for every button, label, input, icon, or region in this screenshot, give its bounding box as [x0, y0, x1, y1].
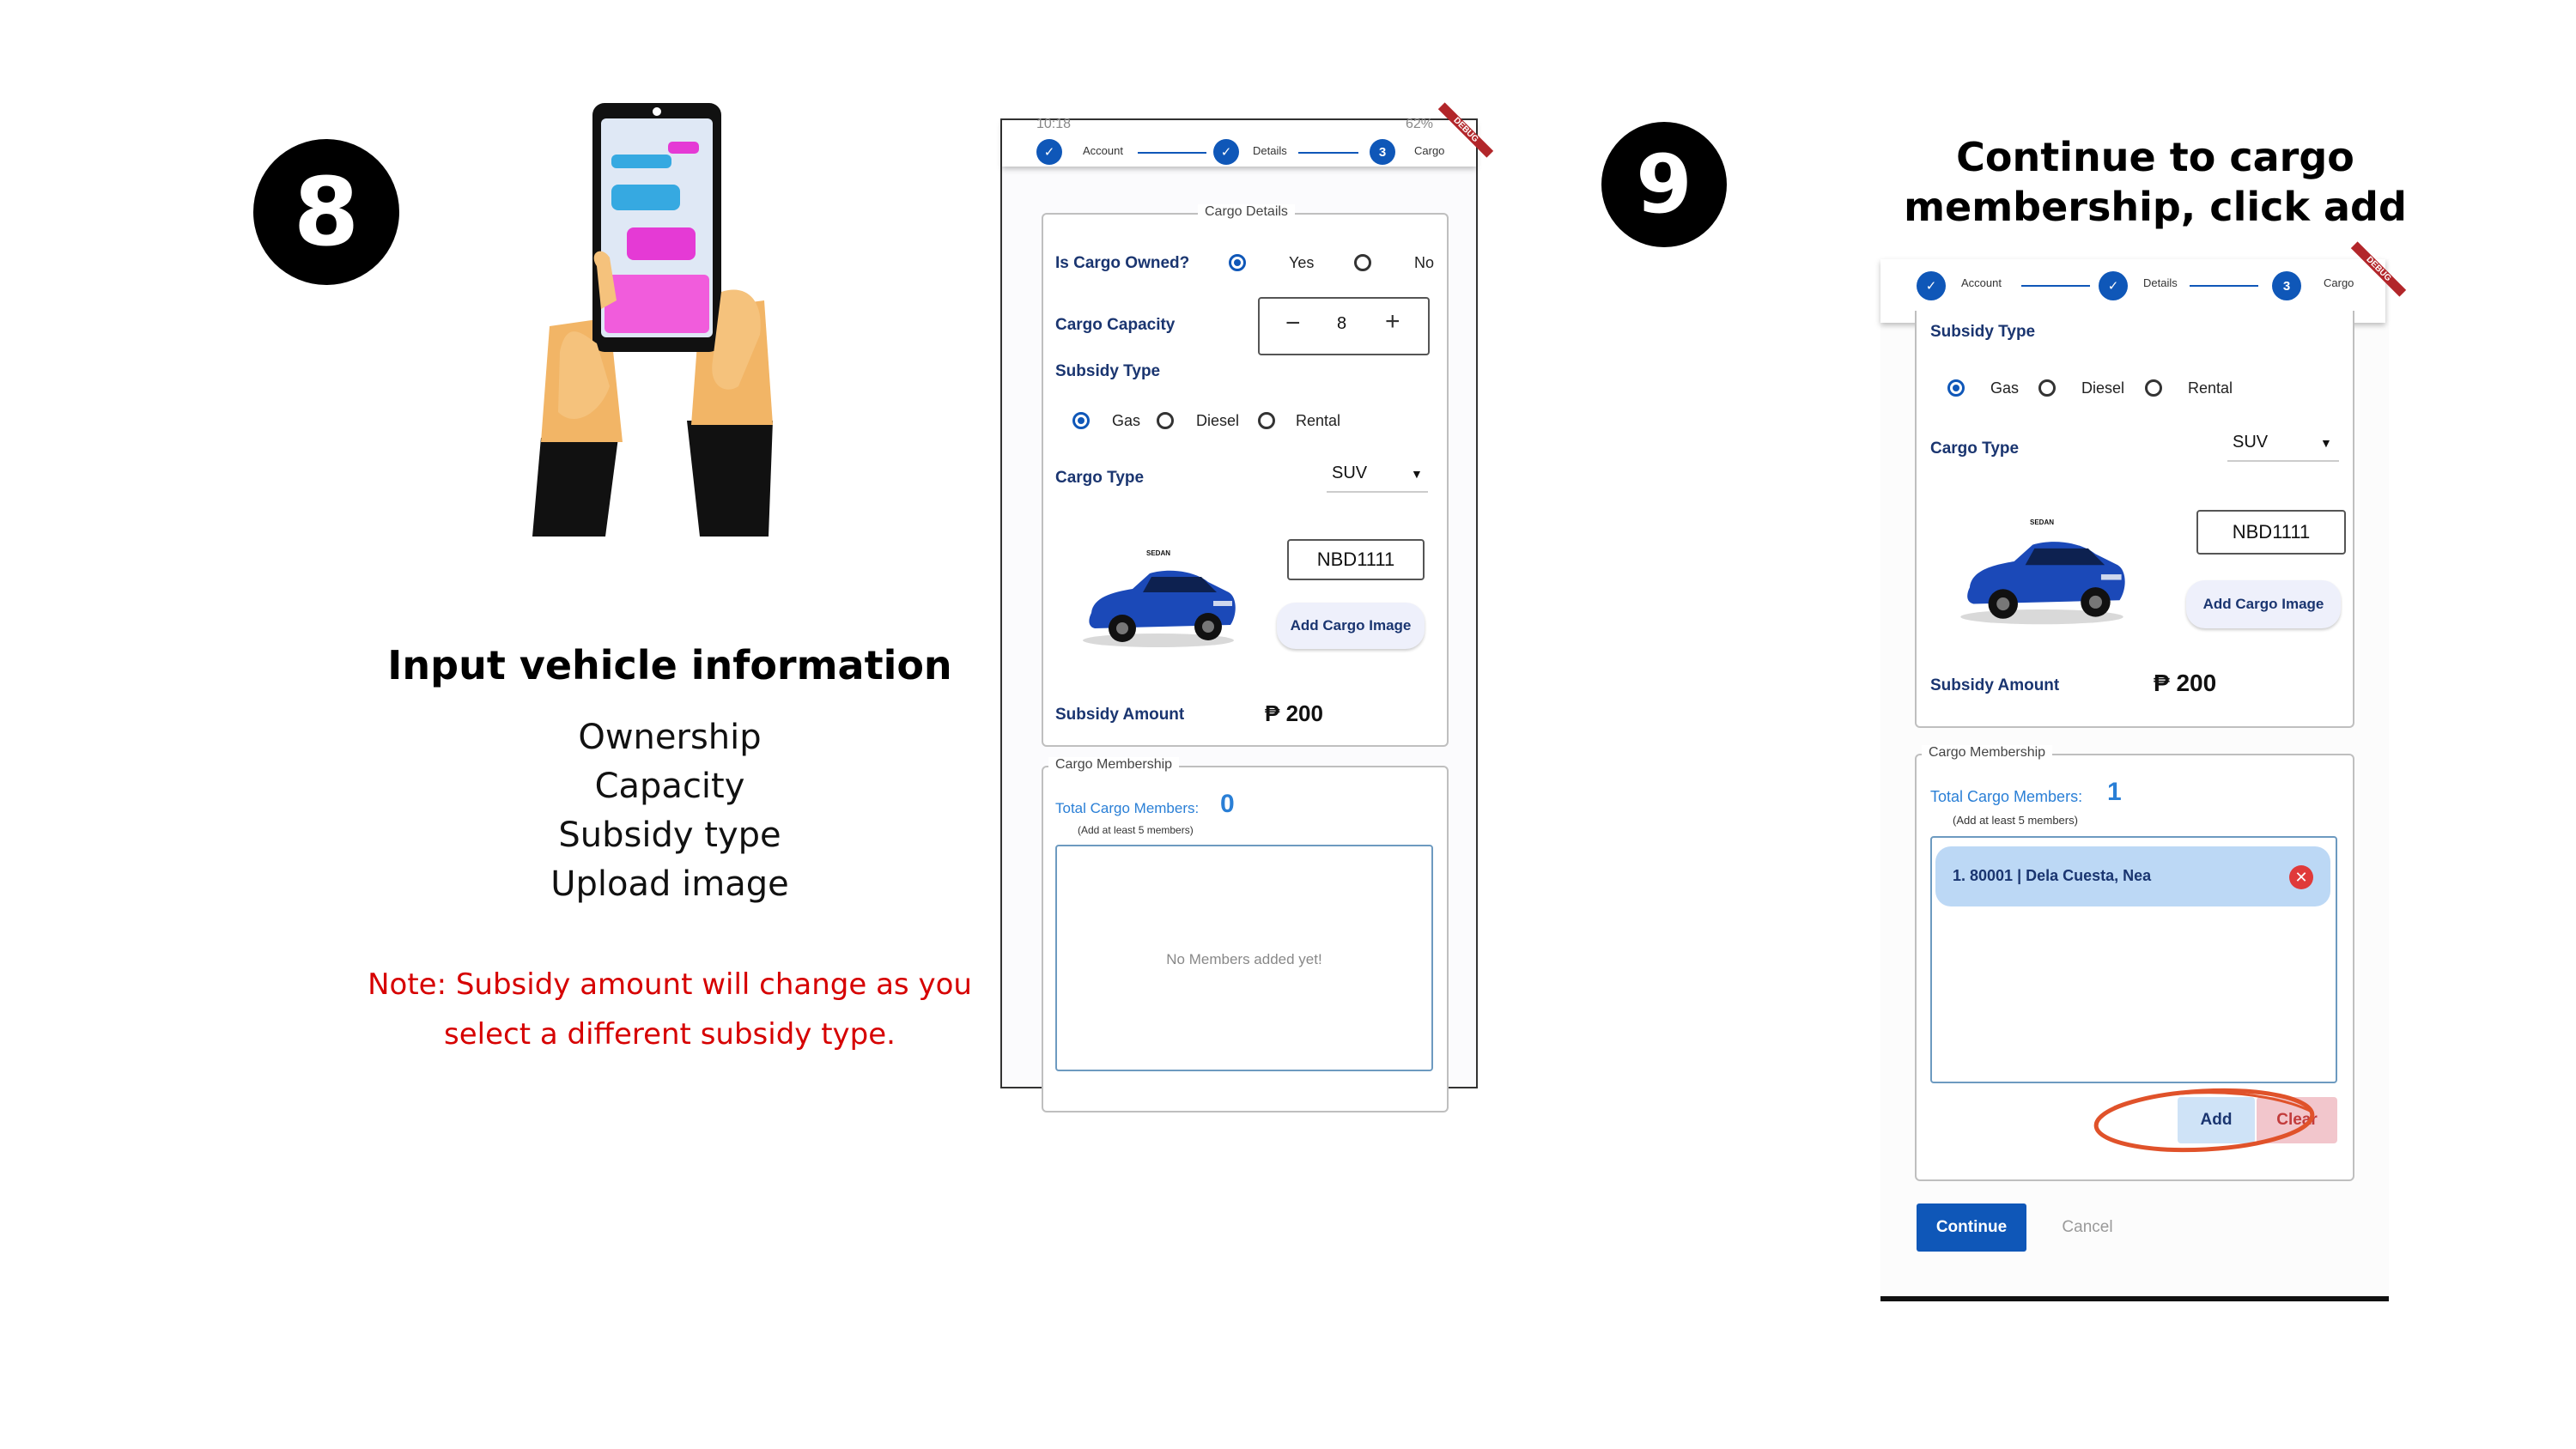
chevron-down-icon: ▼	[2320, 436, 2332, 450]
step-connector	[1298, 152, 1358, 154]
subsidy-rental-label: Rental	[2188, 379, 2233, 397]
step-cargo-number[interactable]: 3	[2272, 271, 2301, 300]
subsidy-amount-value: ₱ 200	[1265, 700, 1323, 726]
clear-button[interactable]: Clear	[2257, 1097, 2337, 1143]
owned-no-label: No	[1414, 254, 1435, 271]
subsidy-gas-label: Gas	[1990, 379, 2020, 397]
subsidy-gas-radio[interactable]	[1947, 379, 1965, 397]
car-tag: SEDAN	[2030, 518, 2055, 526]
cargo-type-dropdown[interactable]	[1327, 460, 1428, 493]
total-members-label: Total Cargo Members:	[1930, 788, 2083, 805]
members-list[interactable]	[1930, 836, 2337, 1083]
subsidy-rental-radio[interactable]	[2145, 379, 2162, 397]
cargo-type-dropdown[interactable]	[2227, 426, 2339, 462]
step-connector	[1138, 152, 1206, 154]
step-9-number: 9	[1636, 137, 1692, 232]
subsidy-amount-value: ₱ 200	[2154, 670, 2217, 696]
member-item-text: 1. 80001 | Dela Cuesta, Nea	[1953, 867, 2152, 884]
step-label: Details	[2143, 276, 2178, 289]
subsidy-rental-label: Rental	[1296, 412, 1341, 429]
members-hint: (Add at least 5 members)	[1078, 824, 1194, 836]
owned-no-radio[interactable]	[1354, 254, 1371, 271]
list-item: Capacity	[594, 767, 745, 806]
step-8-badge	[253, 139, 399, 285]
plate-number-field[interactable]: NBD1111	[1287, 539, 1425, 580]
step-8-note	[326, 960, 1013, 1059]
plate-number-field[interactable]: NBD1111	[2196, 510, 2346, 555]
cancel-button[interactable]: Cancel	[2062, 1218, 2113, 1236]
cargo-type-label: Cargo Type	[1930, 440, 2020, 458]
step-account-check-icon[interactable]: ✓	[1036, 139, 1062, 165]
subsidy-diesel-label: Diesel	[2081, 379, 2125, 397]
capacity-value: 8	[1337, 314, 1347, 333]
step-connector	[2190, 285, 2258, 287]
cargo-type-value: SUV	[1332, 464, 1368, 482]
section-legend: Cargo Membership	[1922, 745, 2052, 761]
remove-member-icon[interactable]: ✕	[2289, 865, 2313, 889]
members-list[interactable]	[1055, 845, 1433, 1071]
list-item: Subsidy type	[558, 815, 781, 855]
list-item: Ownership	[578, 718, 762, 757]
is-cargo-owned-label: Is Cargo Owned?	[1055, 254, 1190, 272]
highlight-circle	[2088, 1082, 2329, 1159]
subsidy-amount-label: Subsidy Amount	[1055, 706, 1185, 724]
stepper-header	[1002, 115, 1480, 167]
subsidy-gas-label: Gas	[1112, 412, 1141, 429]
cargo-image	[1072, 544, 1244, 656]
step-details-check-icon[interactable]: ✓	[1213, 139, 1239, 165]
list-item: Upload image	[550, 864, 789, 904]
empty-members-text: No Members added yet!	[1166, 951, 1322, 967]
capacity-stepper[interactable]	[1258, 297, 1430, 355]
cargo-capacity-label: Cargo Capacity	[1055, 316, 1176, 334]
continue-button[interactable]: Continue	[1917, 1203, 2026, 1252]
subsidy-rental-radio[interactable]	[1258, 412, 1275, 429]
cargo-type-value: SUV	[2233, 433, 2269, 452]
owned-yes-label: Yes	[1289, 254, 1315, 271]
note-line: Note: Subsidy amount will change as you	[368, 967, 972, 1002]
add-cargo-image-button[interactable]: Add Cargo Image	[1277, 603, 1425, 649]
heading-line: membership, click add	[1904, 184, 2407, 230]
add-cargo-image-button[interactable]: Add Cargo Image	[2186, 580, 2341, 628]
cargo-details-section	[1915, 311, 2354, 728]
subsidy-type-label: Subsidy Type	[1055, 362, 1161, 380]
list-item[interactable]	[1935, 846, 2330, 906]
note-line: select a different subsidy type.	[444, 1017, 896, 1052]
total-members-value: 0	[1220, 790, 1235, 818]
debug-ribbon: DEBUG	[2351, 241, 2406, 296]
subsidy-amount-label: Subsidy Amount	[1930, 676, 2060, 694]
step-label: Account	[1961, 276, 2002, 289]
status-time: 10:18	[1036, 117, 1072, 131]
step-8-list	[447, 718, 893, 913]
step-details-check-icon[interactable]: ✓	[2099, 271, 2128, 300]
subsidy-diesel-label: Diesel	[1196, 412, 1240, 429]
step-label: Cargo	[1414, 144, 1445, 157]
car-icon	[1947, 513, 2136, 634]
total-members-value: 1	[2107, 778, 2122, 806]
step-9-badge	[1601, 122, 1727, 247]
total-members-label: Total Cargo Members:	[1055, 800, 1200, 816]
cargo-membership-section	[1915, 745, 2354, 1181]
minus-icon[interactable]: −	[1285, 309, 1301, 337]
step-label: Details	[1253, 144, 1287, 157]
subsidy-diesel-radio[interactable]	[2038, 379, 2056, 397]
subsidy-type-label: Subsidy Type	[1930, 323, 2036, 341]
members-hint: (Add at least 5 members)	[1953, 814, 2078, 827]
cargo-type-label: Cargo Type	[1055, 469, 1145, 487]
phone-illustration	[515, 103, 790, 541]
debug-ribbon: DEBUG	[1438, 102, 1493, 157]
car-tag: SEDAN	[1146, 549, 1171, 557]
chevron-down-icon: ▼	[1411, 467, 1423, 481]
owned-yes-radio[interactable]	[1229, 254, 1246, 271]
step-account-check-icon[interactable]: ✓	[1917, 271, 1946, 300]
subsidy-diesel-radio[interactable]	[1157, 412, 1174, 429]
step-9-heading	[1889, 132, 2421, 232]
screenshot-cargo-details	[1000, 115, 1480, 1088]
step-label: Cargo	[2324, 276, 2354, 289]
cargo-details-section	[1042, 204, 1449, 747]
cargo-image	[1947, 513, 2136, 634]
cargo-membership-section	[1042, 757, 1449, 1113]
step-connector	[2021, 285, 2090, 287]
step-cargo-number[interactable]: 3	[1370, 139, 1395, 165]
section-legend: Cargo Details	[1198, 204, 1295, 220]
plus-icon[interactable]: +	[1385, 307, 1400, 336]
status-battery: 62%	[1406, 117, 1434, 131]
step-8-heading: Input vehicle information	[387, 642, 952, 688]
add-button[interactable]: Add	[2178, 1097, 2255, 1143]
section-legend: Cargo Membership	[1048, 757, 1179, 773]
car-icon	[1072, 544, 1244, 656]
step-label: Account	[1083, 144, 1123, 157]
heading-line: Continue to cargo	[1956, 134, 2354, 180]
subsidy-gas-radio[interactable]	[1072, 412, 1090, 429]
step-8-number: 8	[293, 157, 360, 267]
screenshot-cargo-membership	[1880, 254, 2393, 1301]
